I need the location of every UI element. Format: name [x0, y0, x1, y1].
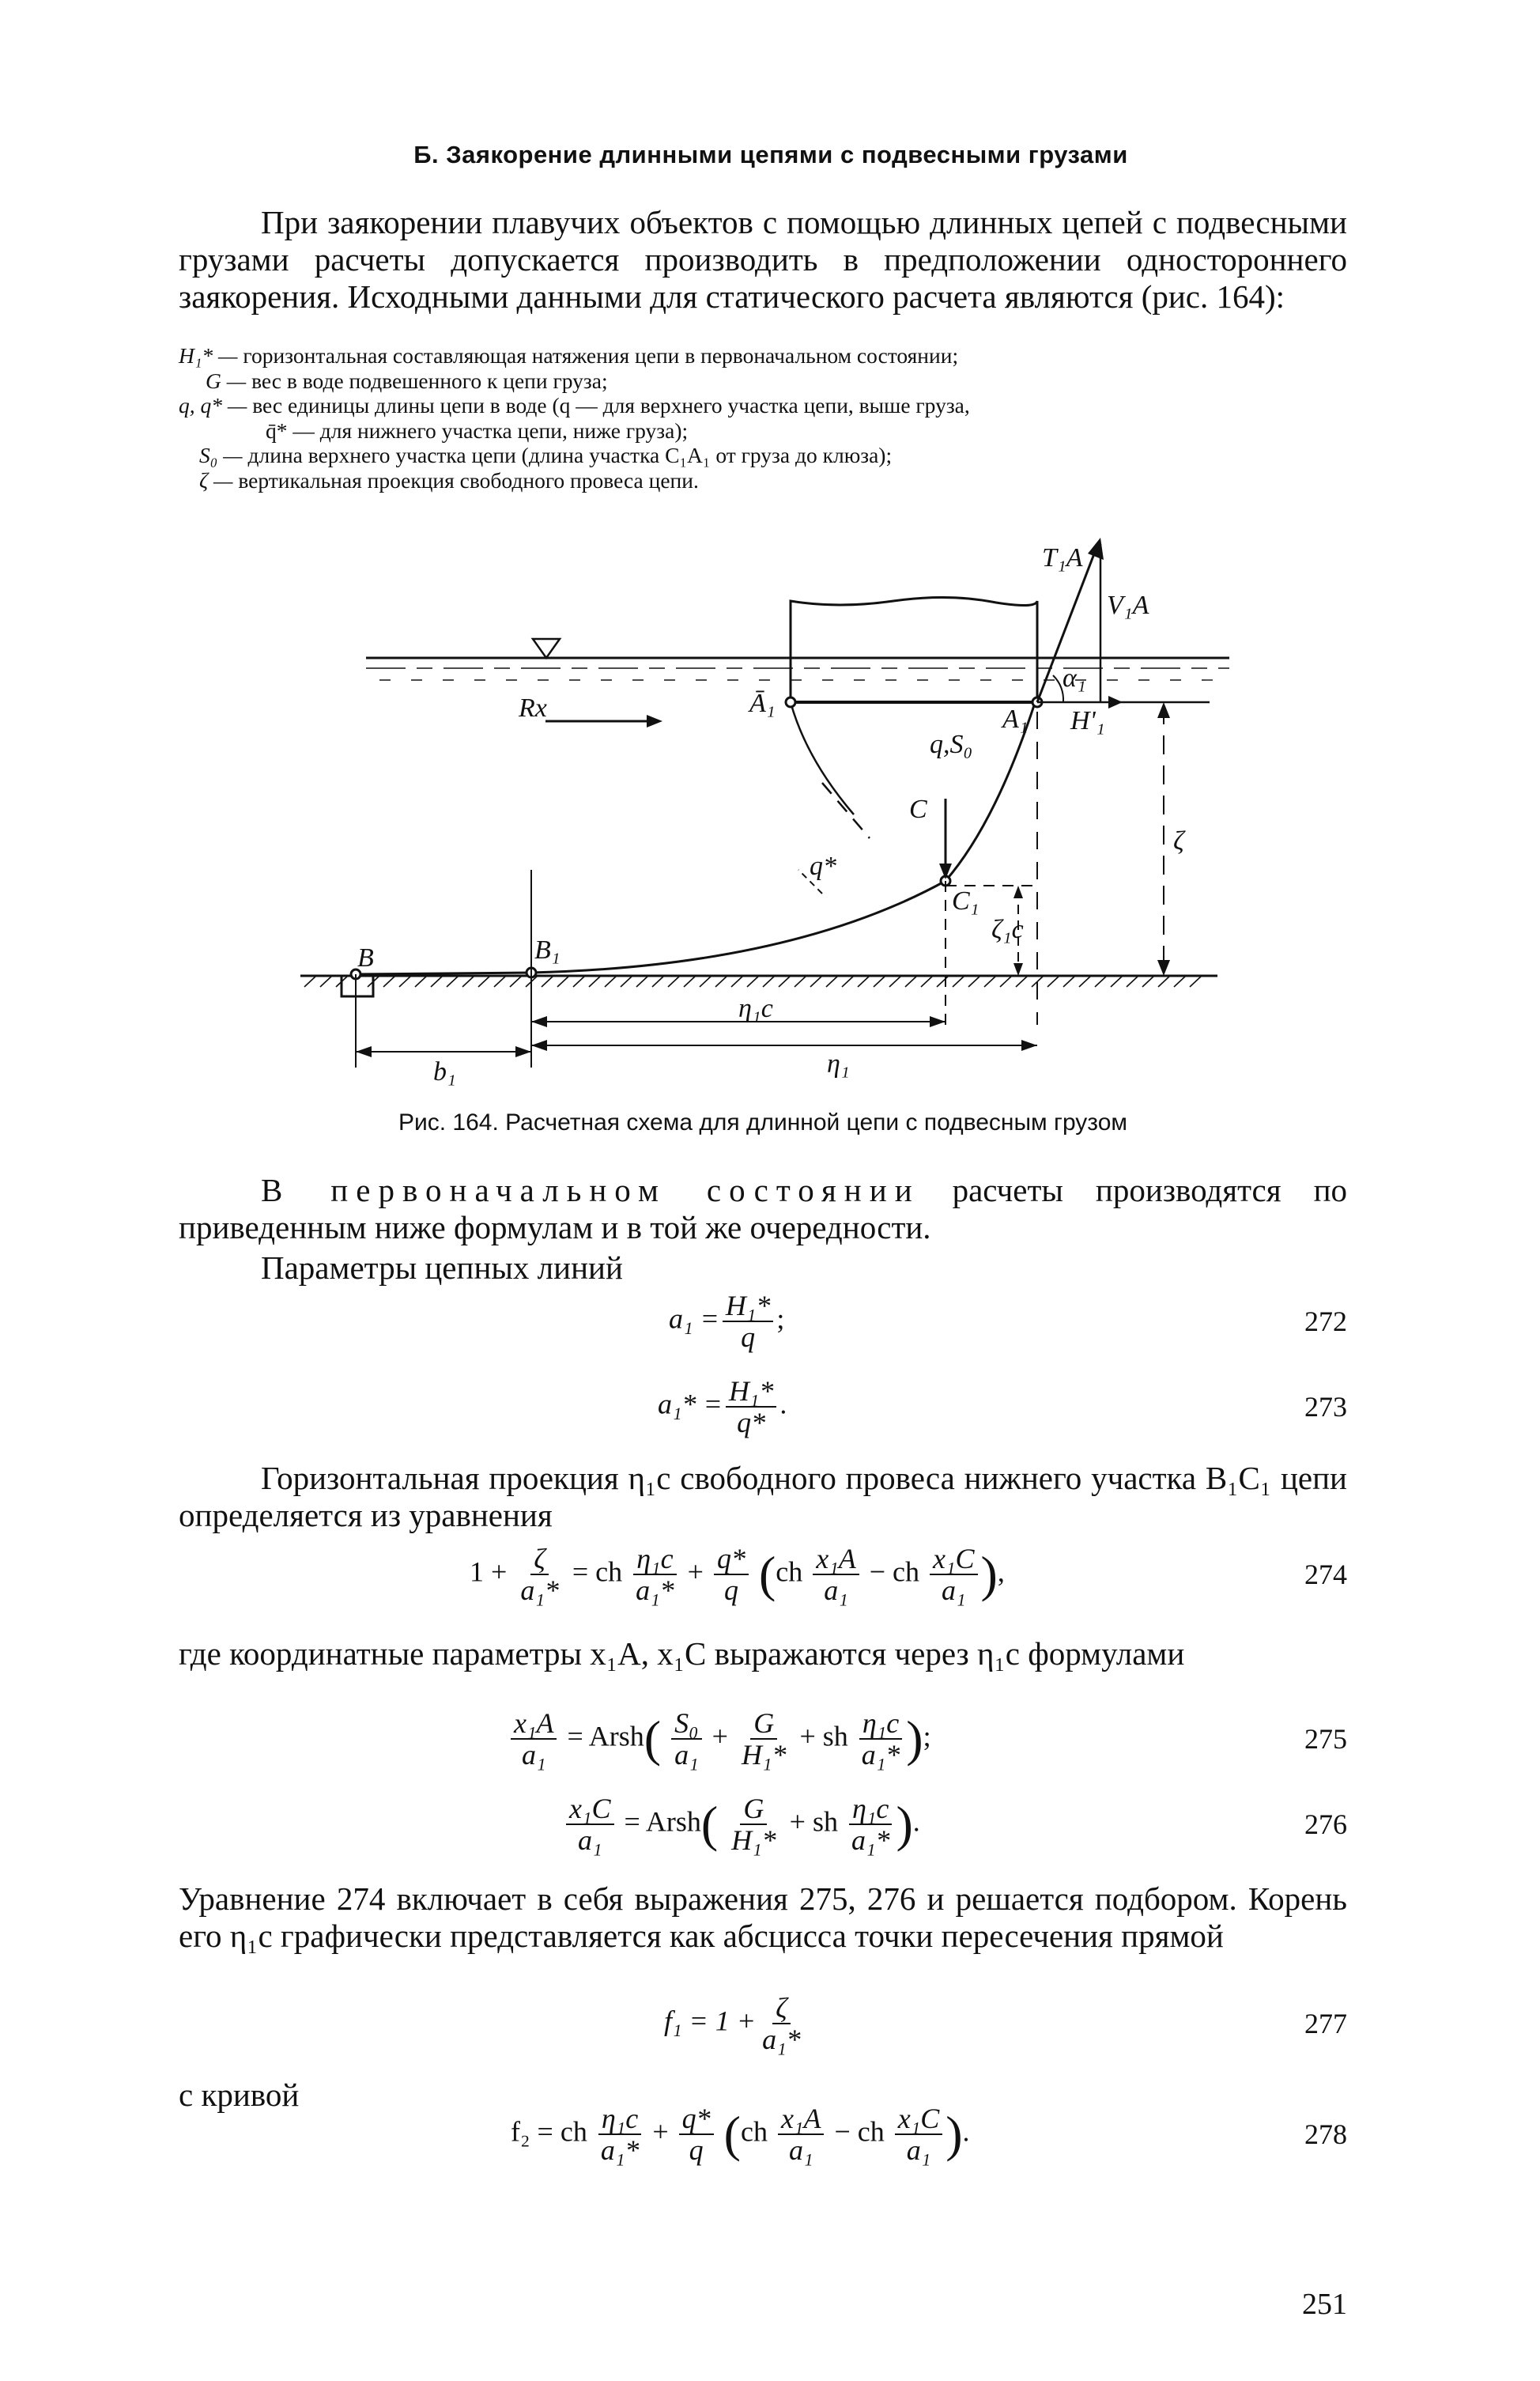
paragraph-equation-solving: Уравнение 274 включает в себя выражения 275, 276 и решается подбором. Корень его η₁c графически представляется как абсцисса точки пересечения прямой [179, 1880, 1347, 1954]
label-B: B [357, 943, 374, 973]
label-A1bar: Ā₁ [749, 689, 776, 718]
label-C1: C₁ [952, 886, 979, 916]
equation-278: f₂ = ch $\frac{\text{η₁c}}{\text{a₁*}}$ + $\frac{q*}{q}$ (ch $\frac{\text{x₁A}}{\text{a₁}}$ − ch $\frac{\text{x₁C}}{\text{a₁}}$ ). 278 [511, 2103, 1347, 2166]
spaced-term: В первоначальном состоянии [261, 1172, 920, 1208]
legend-item: H₁* — горизонтальная составляющая натяжения цепи в первоначальном состоянии; [179, 343, 959, 368]
equation-number: 272 [1304, 1306, 1347, 1337]
paragraph-curve: с кривой [179, 2077, 300, 2113]
point-A1bar [786, 697, 795, 707]
label-T1A: T₁A [1042, 543, 1083, 573]
floating-object [791, 597, 1037, 702]
legend-item: G — вес в воде подвешенного к цепи груза; [206, 368, 608, 393]
equation-277: f₁ = 1 + $\frac{\zeta}{\text{a₁*}}$ 277 [664, 1992, 1347, 2055]
label-A1: A₁ [1002, 705, 1029, 734]
equation-275: $\frac{\text{x₁A}}{\text{a₁}}$ = Arsh( $\frac{\text{S₀}}{\text{a₁}}$ + $\frac{G}{\text{H₁*}}$ + sh $\frac{\text{η₁c}}{\text{a₁*}}$ ); 275 [179, 1708, 1347, 1771]
label-B1: B₁ [534, 935, 561, 965]
equation-number: 278 [1304, 2118, 1347, 2150]
equation-number: 274 [1304, 1559, 1347, 1590]
chain-lower-segment [354, 881, 946, 974]
label-eta1: η₁ [827, 1049, 850, 1079]
figure-caption: Рис. 164. Расчетная схема для длинной цепи с подвесным грузом [398, 1109, 1128, 1136]
equation-number: 276 [1304, 1808, 1347, 1840]
label-V1A: V₁A [1107, 591, 1149, 620]
equation-273: a₁* = $\frac{\text{H₁*}}{q*}$ . 273 [658, 1375, 1347, 1438]
water-level-marker [533, 639, 560, 658]
page-number: 251 [1302, 2288, 1347, 2321]
legend-item: q̄* — для нижнего участка цепи, ниже груза); [266, 418, 689, 443]
legend-item: q, q* — вес единицы длины цепи в воде (q — для верхнего участка цепи, выше груза, [179, 393, 970, 418]
equation-number: 273 [1304, 1391, 1347, 1423]
label-zeta1c: ζ₁c [991, 915, 1024, 944]
label-b1: b₁ [433, 1057, 456, 1087]
equation-276: $\frac{\text{x₁C}}{\text{a₁}}$ = Arsh( $\frac{G}{\text{H₁*}}$ + sh $\frac{\text{η₁c}}{\text{a₁*}}$ ). 276 [179, 1793, 1347, 1857]
label-eta1c: η₁c [738, 994, 773, 1023]
label-zeta: ζ [1173, 826, 1184, 856]
label-Rx: Rx [519, 694, 547, 723]
paragraph-initial-state: В первоначальном состоянии расчеты производятся по приведенным ниже формулам и в той же очередности. [179, 1172, 1348, 1245]
equation-272: a₁ = $\frac{\text{H₁*}}{q}$ ; 272 [669, 1290, 1347, 1353]
figure-164-diagram [0, 0, 1540, 1107]
label-alpha: α₁ [1063, 663, 1086, 693]
intro-text: При заякорении плавучих объектов с помощью длинных цепей с подвесными грузами расчеты допускается производить в предположении одностороннего заякорения. Исходными данными для статического расчета являются (рис. 164): [179, 204, 1347, 315]
label-qstar: q* [810, 852, 836, 881]
section-heading: Б. Заякорение длинными цепями с подвесными грузами [413, 141, 1128, 168]
paragraph-coordinate-parameters: где координатные параметры x₁A, x₁C выражаются через η₁c формулами [179, 1635, 1185, 1672]
legend-item: ζ — вертикальная проекция свободного провеса цепи. [199, 467, 699, 493]
label-H1: H'₁ [1070, 706, 1105, 735]
equation-number: 277 [1304, 2008, 1347, 2039]
paragraph-parameters: Параметры цепных линий [261, 1249, 623, 1286]
equation-number: 275 [1304, 1723, 1347, 1755]
paragraph-horizontal-projection: Горизонтальная проекция η₁c свободного провеса нижнего участка B₁C₁ цепи определяется из уравнения [179, 1460, 1347, 1533]
equation-274: 1 + $\frac{\zeta}{\text{a₁*}}$ = ch $\frac{\text{η₁c}}{\text{a₁*}}$ + $\frac{q*}{q}$ (ch $\frac{\text{x₁A}}{\text{a₁}}$ − ch $\frac{\text{x₁C}}{\text{a₁}}$ ), 274 [470, 1543, 1347, 1606]
legend-item: S₀ — длина верхнего участка цепи (длина участка C₁A₁ от груза до клюза); [199, 443, 893, 467]
label-qS0: q,S₀ [930, 730, 973, 759]
label-C: C [909, 795, 927, 824]
